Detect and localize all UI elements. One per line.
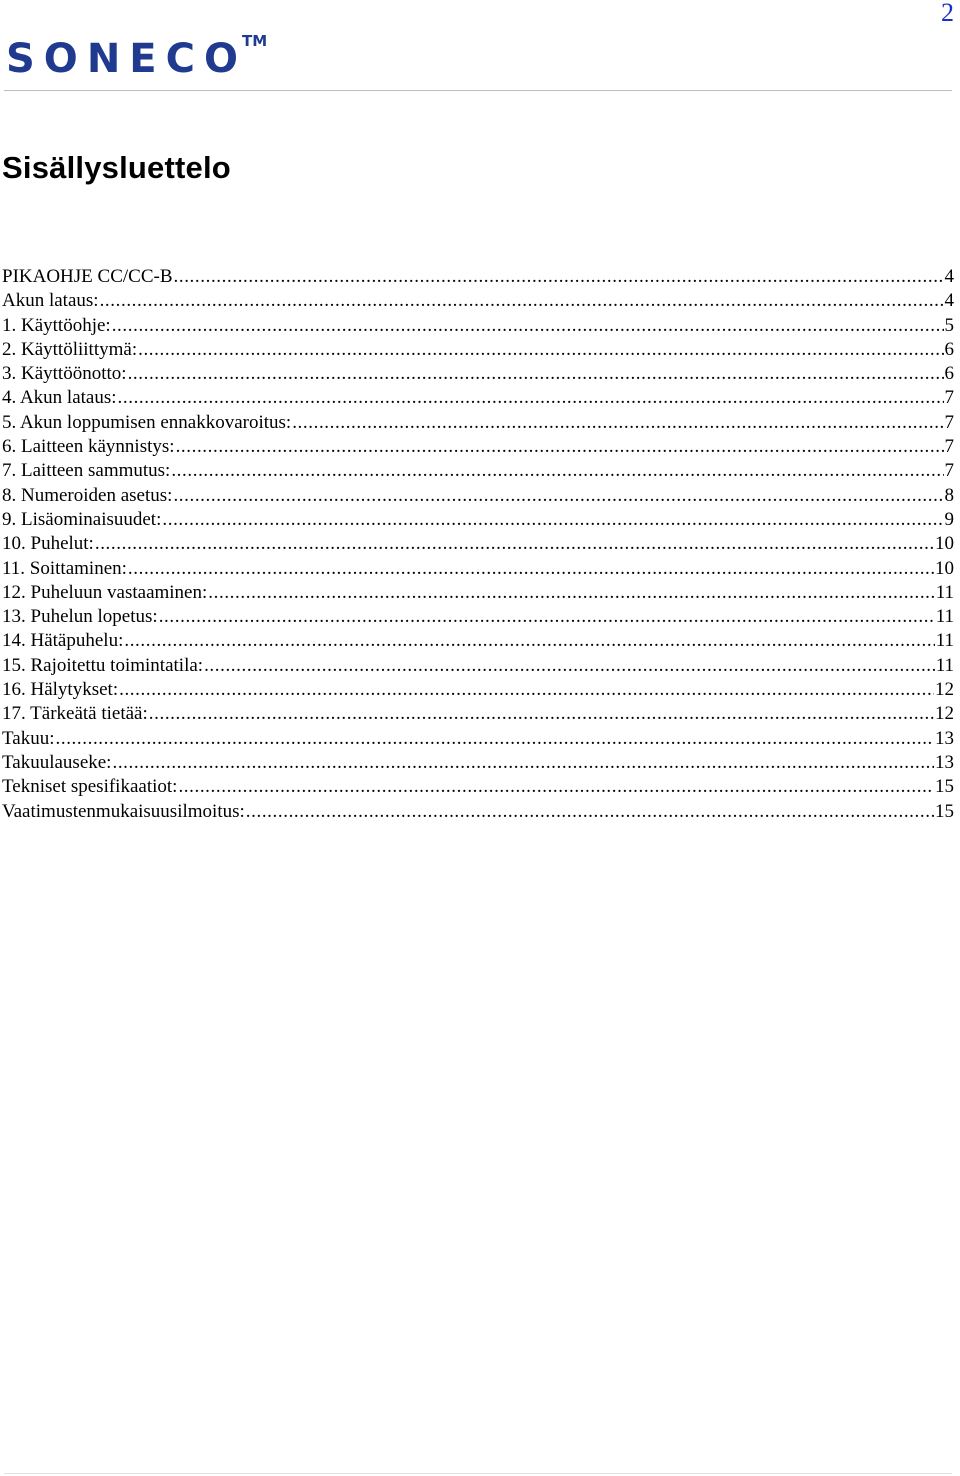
toc-entry[interactable] xyxy=(2,508,954,532)
toc-entry[interactable] xyxy=(2,265,954,289)
toc-dot-leader xyxy=(292,411,943,435)
toc-entry[interactable] xyxy=(2,362,954,386)
footer-divider xyxy=(4,1473,952,1474)
toc-entry-label: Takuulauseke: xyxy=(2,751,112,773)
toc-entry-page: 15 xyxy=(935,800,954,822)
toc-entry[interactable] xyxy=(2,629,954,653)
toc-dot-leader xyxy=(119,678,934,702)
toc-entry-page: 10 xyxy=(935,533,954,555)
toc-entry[interactable] xyxy=(2,581,954,605)
soneco-logo xyxy=(4,28,274,76)
toc-dot-leader xyxy=(173,484,943,508)
toc-entry-label: Takuu: xyxy=(2,727,55,749)
toc-entry-page: 7 xyxy=(944,436,954,458)
toc-entry-label: 15. Rajoitettu toimintatila: xyxy=(2,654,204,676)
toc-entry-page: 6 xyxy=(944,363,954,385)
toc-entry-page: 9 xyxy=(944,508,954,530)
toc-entry-page: 5 xyxy=(944,314,954,336)
toc-entry-page: 15 xyxy=(935,776,954,798)
toc-entry-label: 10. Puhelut: xyxy=(2,533,94,555)
toc-entry-label: 12. Puheluun vastaaminen: xyxy=(2,581,208,603)
toc-entry[interactable] xyxy=(2,484,954,508)
toc-entry[interactable] xyxy=(2,289,954,313)
toc-entry[interactable] xyxy=(2,800,954,824)
toc-dot-leader xyxy=(138,338,943,362)
toc-entry[interactable] xyxy=(2,435,954,459)
toc-dot-leader xyxy=(171,459,943,483)
toc-entry[interactable] xyxy=(2,557,954,581)
toc-entry[interactable] xyxy=(2,338,954,362)
toc-entry-page: 13 xyxy=(935,727,954,749)
toc-entry-page: 11 xyxy=(935,606,954,628)
toc-entry-page: 4 xyxy=(944,290,954,312)
toc-dot-leader xyxy=(176,435,944,459)
toc-entry-label: 8. Numeroiden asetus: xyxy=(2,484,173,506)
toc-entry-label: 13. Puhelun lopetus: xyxy=(2,606,158,628)
toc-entry-page: 11 xyxy=(935,581,954,603)
toc-entry-label: 9. Lisäominaisuudet: xyxy=(2,508,162,530)
toc-entry[interactable] xyxy=(2,605,954,629)
toc-entry[interactable] xyxy=(2,459,954,483)
header-divider xyxy=(4,90,952,91)
toc-entry-label: 1. Käyttöohje: xyxy=(2,314,111,336)
toc-entry-label: Tekniset spesifikaatiot: xyxy=(2,776,178,798)
toc-entry-label: 6. Laitteen käynnistys: xyxy=(2,436,175,458)
toc-dot-leader xyxy=(246,800,934,824)
toc-entry-page: 12 xyxy=(935,703,954,725)
toc-entry-label: 7. Laitteen sammutus: xyxy=(2,460,171,482)
toc-entry[interactable] xyxy=(2,678,954,702)
toc-entry-label: 4. Akun lataus: xyxy=(2,387,117,409)
toc-entry[interactable] xyxy=(2,532,954,556)
toc-entry[interactable] xyxy=(2,411,954,435)
logo-wordmark: SONECO xyxy=(6,36,247,76)
toc-dot-leader xyxy=(149,702,934,726)
toc-entry-label: Vaatimustenmukaisuusilmoitus: xyxy=(2,800,245,822)
toc-entry-label: 3. Käyttöönotto: xyxy=(2,363,127,385)
toc-entry-page: 10 xyxy=(935,557,954,579)
toc-entry-label: Akun lataus: xyxy=(2,290,99,312)
page-title: Sisällysluettelo xyxy=(2,150,231,185)
toc-dot-leader xyxy=(118,386,944,410)
toc-dot-leader xyxy=(208,581,934,605)
toc-dot-leader xyxy=(204,654,935,678)
toc-entry-page: 13 xyxy=(935,751,954,773)
toc-entry-page: 8 xyxy=(944,484,954,506)
toc-dot-leader xyxy=(128,557,934,581)
toc-entry-label: 5. Akun loppumisen ennakkovaroitus: xyxy=(2,411,292,433)
toc-entry-label: 17. Tärkeätä tietää: xyxy=(2,703,148,725)
toc-entry-label: PIKAOHJE CC/CC-B xyxy=(2,266,173,287)
toc-dot-leader xyxy=(159,605,935,629)
toc-entry-label: 11. Soittaminen: xyxy=(2,557,127,579)
toc-dot-leader xyxy=(174,265,944,289)
toc-dot-leader xyxy=(100,289,944,313)
toc-entry[interactable] xyxy=(2,775,954,799)
toc-entry-page: 4 xyxy=(944,266,954,287)
toc-entry[interactable] xyxy=(2,314,954,338)
toc-entry-page: 11 xyxy=(935,654,954,676)
toc-entry-page: 12 xyxy=(935,679,954,701)
toc-dot-leader xyxy=(128,362,944,386)
toc-dot-leader xyxy=(95,532,934,556)
trademark-mark: TM xyxy=(242,32,268,50)
toc-entry-page: 7 xyxy=(944,460,954,482)
toc-entry[interactable] xyxy=(2,702,954,726)
toc-dot-leader xyxy=(56,727,935,751)
toc-entry-page: 11 xyxy=(935,630,954,652)
toc-entry-page: 7 xyxy=(944,387,954,409)
toc-entry-page: 7 xyxy=(944,411,954,433)
toc-dot-leader xyxy=(162,508,943,532)
table-of-contents xyxy=(2,265,954,824)
toc-dot-leader xyxy=(124,629,934,653)
toc-entry-page: 6 xyxy=(944,338,954,360)
toc-entry-label: 2. Käyttöliittymä: xyxy=(2,338,138,360)
toc-dot-leader xyxy=(112,751,934,775)
toc-entry-label: 16. Hälytykset: xyxy=(2,679,119,701)
toc-entry-label: 14. Hätäpuhelu: xyxy=(2,630,124,652)
toc-entry[interactable] xyxy=(2,386,954,410)
page-number: 2 xyxy=(941,0,954,27)
toc-dot-leader xyxy=(178,775,934,799)
toc-dot-leader xyxy=(112,314,944,338)
toc-entry[interactable] xyxy=(2,654,954,678)
toc-entry[interactable] xyxy=(2,751,954,775)
toc-entry[interactable] xyxy=(2,727,954,751)
